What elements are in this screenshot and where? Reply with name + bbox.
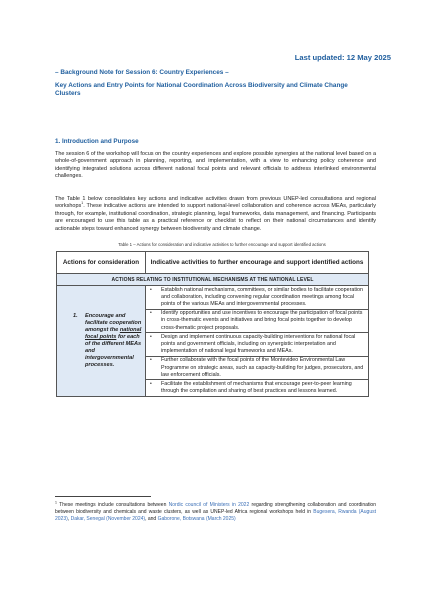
- actions-table: [56, 251, 369, 397]
- list-item-text: Identify opportunities and use incentives to encourage the participation of focal points in cross-thematic events and initiatives and bring focal points together to develop cross-thematic project proposals.: [161, 310, 363, 331]
- subheader-institutional: ACTIONS RELATING TO INSTITUTIONAL MECHANISMS AT THE NATIONAL LEVEL: [57, 274, 369, 286]
- footnote-link-dakar[interactable]: Dakar, Senegal (November 2024): [70, 516, 146, 523]
- bullet-icon: •: [150, 357, 152, 364]
- footnote-link-nordic[interactable]: Nordic council of Ministers in 2022: [168, 502, 250, 508]
- para-text-b: . These indicative actions are intended to support national-level collaboration and coherence across MEAs, particularly through, for example, institutional coordination, strategic planning, legal frameworks, data management, and financing. Participants are encouraged to use this table as a practical reference or checklist to reflect on their national circumstances and identify actionable steps toward enhanced synergy between biodiversity and climate change.: [55, 203, 376, 232]
- bullet-icon: •: [150, 380, 152, 387]
- list-item: [146, 357, 368, 381]
- footnote-link-bugesera[interactable]: Bugesera, Rwanda (August 2023): [55, 509, 376, 523]
- action-text-a: Encourage and facilitate cooperation amongst the: [85, 312, 142, 333]
- last-updated-date: Last updated: 12 May 2025: [294, 53, 391, 62]
- intro-paragraph: The session 6 of the workshop will focus on the country experiences and explore possible synergies at the national level based on a whole-of-government approach in planning, reporting, and implementation, with a view to enhancing policy coherence and identifying integrated solutions across different national focal points and relevant officials to address interlinked environmental challenges.: [55, 151, 376, 180]
- activities-list: [146, 286, 368, 396]
- list-item: [146, 310, 368, 334]
- list-item: [146, 286, 368, 310]
- list-item-text: Further collaborate with the focal points of the Montevideo Environmental Law Programme on strategic areas, such as capacity-building for judges, prosecutors, and law enforcement officials.: [161, 357, 364, 378]
- section-heading: 1. Introduction and Purpose: [55, 138, 139, 145]
- footnote-text-b: regarding strengthening collaboration and coordination between biodiversity and chemicals and waste clusters, as well as UNEP-led Africa regional workshops held in: [55, 502, 376, 516]
- list-item-text: Facilitate the establishment of mechanisms that encourage peer-to-peer learning through the compilation and sharing of best practices and lessons learned.: [161, 380, 352, 395]
- table-subheader-row: [57, 274, 369, 286]
- table-intro-paragraph: [55, 196, 376, 233]
- activities-cell: [146, 286, 369, 397]
- footnote-text-c: ,: [67, 516, 71, 523]
- footnote-divider: [55, 496, 151, 497]
- list-item-text: Design and implement continuous capacity-building interventions for national focal points and government officials, including on synergistic interpretation and implementation of national legal frameworks and MEAs.: [161, 333, 356, 355]
- bullet-icon: •: [150, 286, 152, 293]
- action-number: 1.: [73, 312, 78, 319]
- bullet-icon: •: [150, 333, 152, 340]
- footnote-text-d: , and: [145, 516, 158, 523]
- footnote-ref[interactable]: 1: [81, 201, 84, 206]
- document-header: [55, 69, 375, 99]
- action-text-b: for each of the different MEAs and intergovernmental processes.: [85, 333, 142, 369]
- action-cell: [57, 286, 146, 397]
- table-header-row: [57, 252, 369, 274]
- footnote-text-a: These meetings include consultations between: [56, 502, 169, 508]
- list-item-text: Establish national mechanisms, committees, or similar bodies to facilitate cooperation and collaboration, including convening regular coordination meetings among focal points of the various MEAs and intergovernmental processes.: [161, 286, 363, 307]
- list-item: [146, 380, 368, 395]
- session-subtitle: – Background Note for Session 6: Country Experiences –: [55, 69, 229, 76]
- action-text-underlined: national focal points: [85, 326, 142, 340]
- footnote-link-gaborone[interactable]: Gaborone, Botswana (March 2025): [157, 516, 236, 523]
- table-caption: Table 1 – Actions for consideration and indicative activities to further encourage and support identified actions: [118, 242, 326, 247]
- para-text-a: The Table 1 below consolidates key actions and indicative activities drawn from previous UNEP-led consultations and regional workshops: [55, 196, 376, 210]
- list-item: [146, 333, 368, 357]
- col-header-activities: Indicative activities to further encourage and support identified actions: [146, 252, 369, 274]
- footnote: [55, 502, 376, 523]
- col-header-actions: Actions for consideration: [57, 252, 146, 274]
- footnote-number: 1: [55, 500, 57, 505]
- document-title-line-2: Clusters: [55, 90, 81, 98]
- bullet-icon: •: [150, 310, 152, 317]
- document-title-line-1: Key Actions and Entry Points for National Coordination Across Biodiversity and Climate Change: [55, 81, 348, 89]
- action-text: [73, 313, 145, 370]
- table-row: [57, 286, 369, 397]
